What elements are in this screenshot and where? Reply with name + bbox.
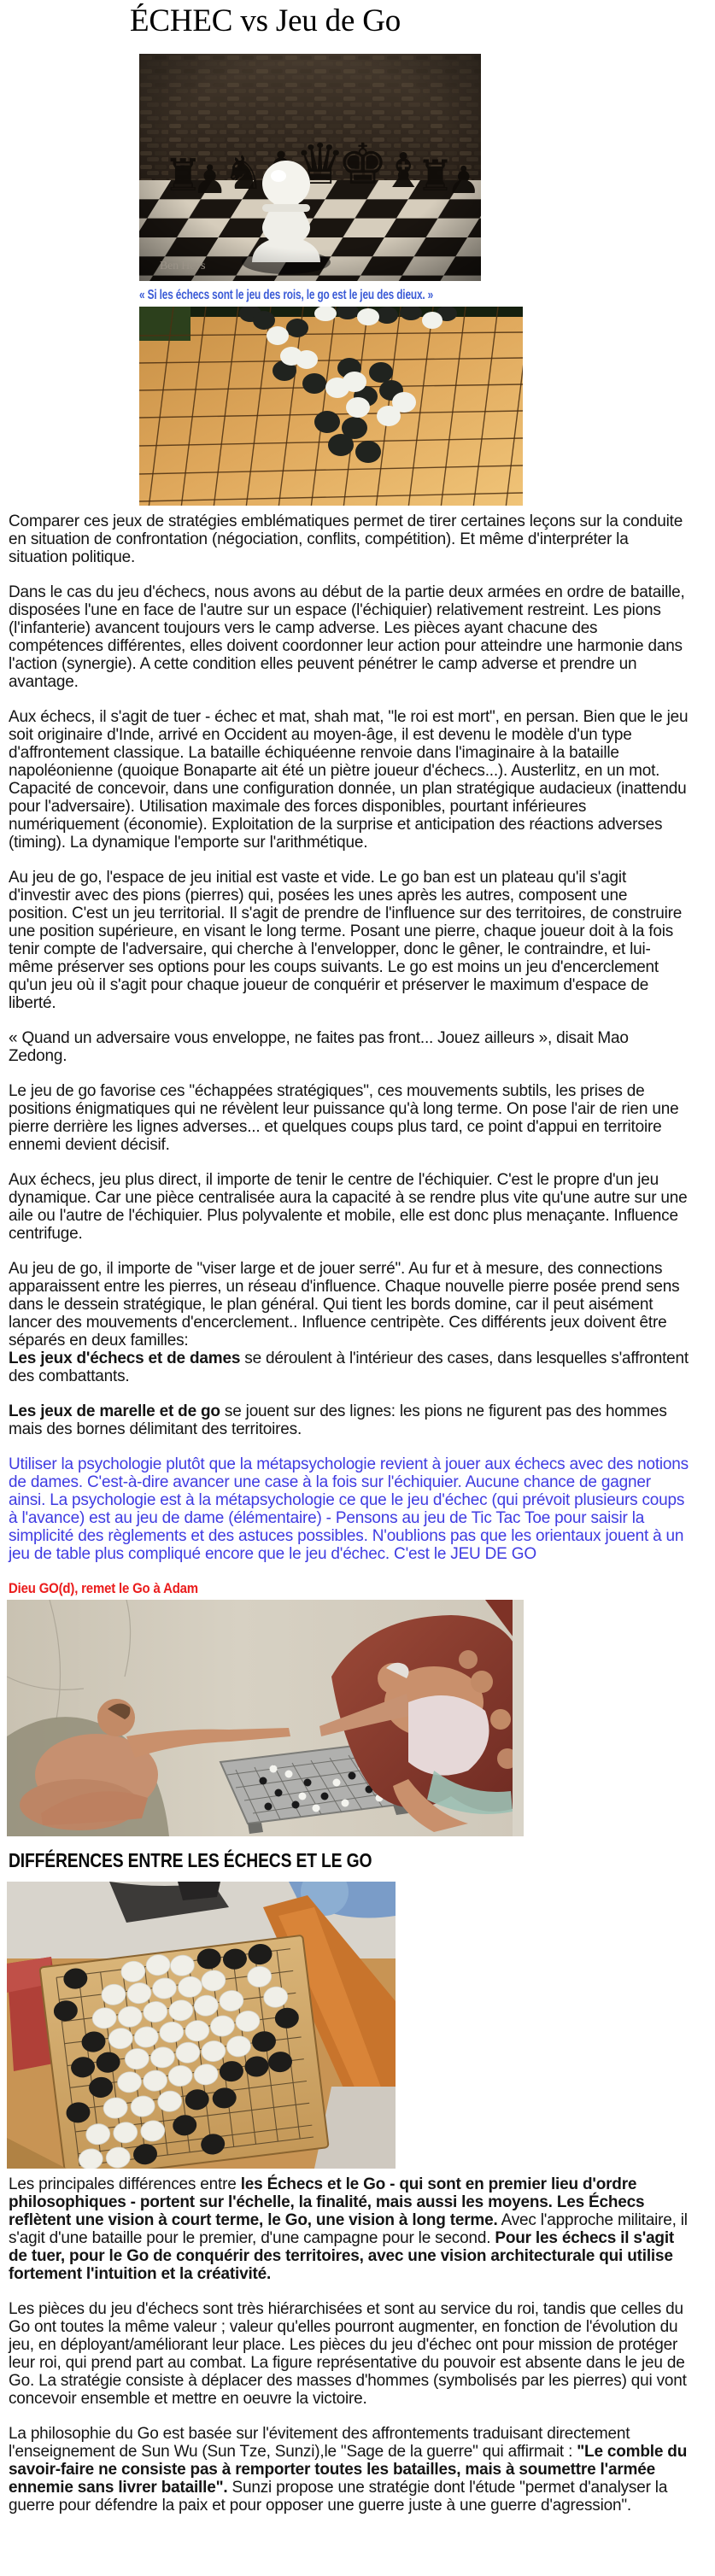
go-desk-photo-graphic [7, 1882, 396, 2169]
article-body [0, 512, 715, 1563]
page-title: ÉCHEC vs Jeu de Go [130, 3, 401, 38]
paragraph: Les principales différences entre les Échecs et le Go - qui sont en premier lieu d'ordre philosophiques - portent sur l'échelle, la finalité, mais aussi les moyens. Les Échecs reflètent une vision à court terme, le Go, une vision à long terme. Avec l'approche militaire, il s'agit d'une bataille pour le premier, d'une campagne pour le second. Pour les échecs il s'agit de tuer, pour le Go de conquérir des territoires, avec une vision architecturale qui utilise fortement l'intuition et la créativité. [9, 2175, 688, 2283]
creation-of-adam-go-photo [7, 1600, 524, 1836]
go-board-photo-graphic [139, 307, 523, 506]
paragraph: Aux échecs, il s'agit de tuer - échec et mat, shah mat, "le roi est mort", en persan. Bien que le jeu soit originaire d'Inde, arrivé en Occident au moyen-âge, il est devenu le modèle d'un type d'affrontement classique. La bataille échiquéenne renvoie dans l'imaginaire à la bataille napoléonienne (quoique Bonaparte ait été un piètre joueur d'échecs...). Austerlitz, en un mot. Capacité de concevoir, dans une configuration donnée, un plan stratégique audacieux (inattendu pour l'adversaire). Utilisation maximale des forces disponibles, pourtant inférieures numériquement (économie). Exploitation de la surprise et anticipation des réactions adverses (timing). La dynamique l'emporte sur l'arithmétique. [9, 708, 689, 852]
go-board-desk-photo [7, 1882, 396, 2169]
paragraph: Le jeu de go favorise ces "échappées stratégiques", ces mouvements subtils, les prises de positions énigmatiques qui ne révèlent leur puissance qu'à long terme. On pose l'air de rien une pierre derrière les lignes adverses... et quelques coups plus tard, ce point d'appui en territoire ennemi devient décisif. [9, 1082, 679, 1154]
creation-photo-graphic [7, 1600, 524, 1836]
paragraph: Utiliser la psychologie plutôt que la métapsychologie revient à jouer aux échecs avec des notions de dames. C'est-à-dire avancer une case à la fois sur l'échiquier. Aucune chance de gagner ainsi. La psychologie est à la métapsychologie ce que le jeu d'échec (qui prévoit plusieurs coups à l'avance) est au jeu de dame (élémentaire) - Pensons au jeu de Tic Tac Toe pour saisir la simplicité des règlements et des astuces possibles. N'oublions pas que les orientaux jouent à un jeu de table plus compliqué encore que le jeu d'échec. C'est le JEU DE GO [9, 1455, 689, 1563]
paragraph: Au jeu de go, l'espace de jeu initial est vaste et vide. Le go ban est un plateau qu'il s'agit d'investir avec des pions (pierres) qui, posées les unes après les autres, composent une position. C'est un jeu territorial. Il s'agit de prendre de l'influence sur des territoires, de construire une position supérieure, en visant le long terme. Posant une pierre, chaque joueur doit à la fois tenir compte de l'adversaire, qui cherche à l'envelopper, donc le gêner, le contraindre, et lui-même préserver ses options pour les coups suivants. Le go est moins un jeu d'encerclement qu'un jeu où il s'agit pour chaque joueur de conquérir et préserver le maximum d'espace de liberté. [9, 869, 683, 1012]
paragraph: Les jeux de marelle et de go se jouent sur des lignes: les pions ne figurent pas des hommes mais des bornes délimitant des territoires. [9, 1402, 667, 1438]
paragraph: La philosophie du Go est basée sur l'évitement des affrontements traduisant directement l'enseignement de Sun Wu (Sun Tze, Sunzi),le "Sage de la guerre" qui affirmait : "Le comble du savoir-faire ne consiste pas à remporter toutes les batailles, mais à soumettre l'armée ennemie sans livrer bataille". Sunzi propose une stratégie dont l'étude "permet d'analyser la guerre pour défendre la paix et pour opposer une guerre juste à une guerre d'agression". [9, 2425, 688, 2515]
red-heading: Dieu GO(d), remet le Go à Adam [9, 1580, 198, 1596]
paragraph: Aux échecs, jeu plus direct, il importe de tenir le centre de l'échiquier. C'est le propre d'un jeu dynamique. Car une pièce centralisée aura la capacité à se rendre plus vite qu'une autre sur une aile ou l'autre de l'échiquier. Plus polyvalente et mobile, elle est donc plus menaçante. Influence centrifuge. [9, 1171, 688, 1243]
paragraph: « Quand un adversaire vous enveloppe, ne faites pas front... Jouez ailleurs », disait Mao Zedong. [9, 1029, 629, 1065]
paragraph: Les pièces du jeu d'échecs sont très hiérarchisées et sont au service du roi, tandis que celles du Go ont toutes la même valeur ; valeur qu'elles pourront augmenter, en fonction de l'évolution du jeu, en déployant/améliorant leur place. Les pièces du jeu d'échec ont pour mission de protéger leur roi, qui prend part au combat. La figure représentative du pouvoir est absente dans le jeu de Go. La stratégie consiste à déplacer des masses d'hommes (symbolisés par les pierres) qui vont concevoir ensemble et mettre en oeuvre la victoire. [9, 2300, 687, 2408]
quote-caption: « Si les échecs sont le jeu des rois, le go est le jeu des dieux. » [139, 288, 434, 302]
paragraph: Au jeu de go, il importe de "viser large et de jouer serré". Au fur et à mesure, des connections apparaissent entre les pierres, un réseau d'influence. Chaque nouvelle pierre posée prend sens dans le dessein stratégique, le plan général. Qui tient les bords domine, car il peut aisément lancer des mouvements d'encerclement.. Influence centripète. Ces différents jeux doivent être séparés en deux familles: Les jeux d'échecs et de dames se déroulent à l'intérieur des cases, dans lesquelles s'affrontent des combattants. [9, 1260, 689, 1385]
chess-photo-graphic [139, 54, 481, 281]
go-board-photo [139, 307, 523, 506]
chess-photo [139, 54, 481, 281]
article-body-2 [0, 2175, 715, 2515]
section-heading: DIFFÉRENCES ENTRE LES ÉCHECS ET LE GO [9, 1849, 372, 1871]
paragraph: Dans le cas du jeu d'échecs, nous avons au début de la partie deux armées en ordre de bataille, disposées l'une en face de l'autre sur un espace (l'échiquier) relativement restreint. Les pions (l'infanterie) avancent toujours vers le camp adverse. Les pièces ayant chacune des compétences différentes, elles doivent coordonner leur action pour atteindre une harmonie dans l'action (synergie). A cette condition elles peuvent pénétrer le camp adverse et prendre un avantage. [9, 583, 685, 691]
paragraph: Comparer ces jeux de stratégies emblématiques permet de tirer certaines leçons sur la conduite en situation de confrontation (négociation, conflits, compétition). Et même d'interpréter la situation politique. [9, 512, 683, 566]
photo-watermark: Ben Heys [160, 260, 206, 272]
